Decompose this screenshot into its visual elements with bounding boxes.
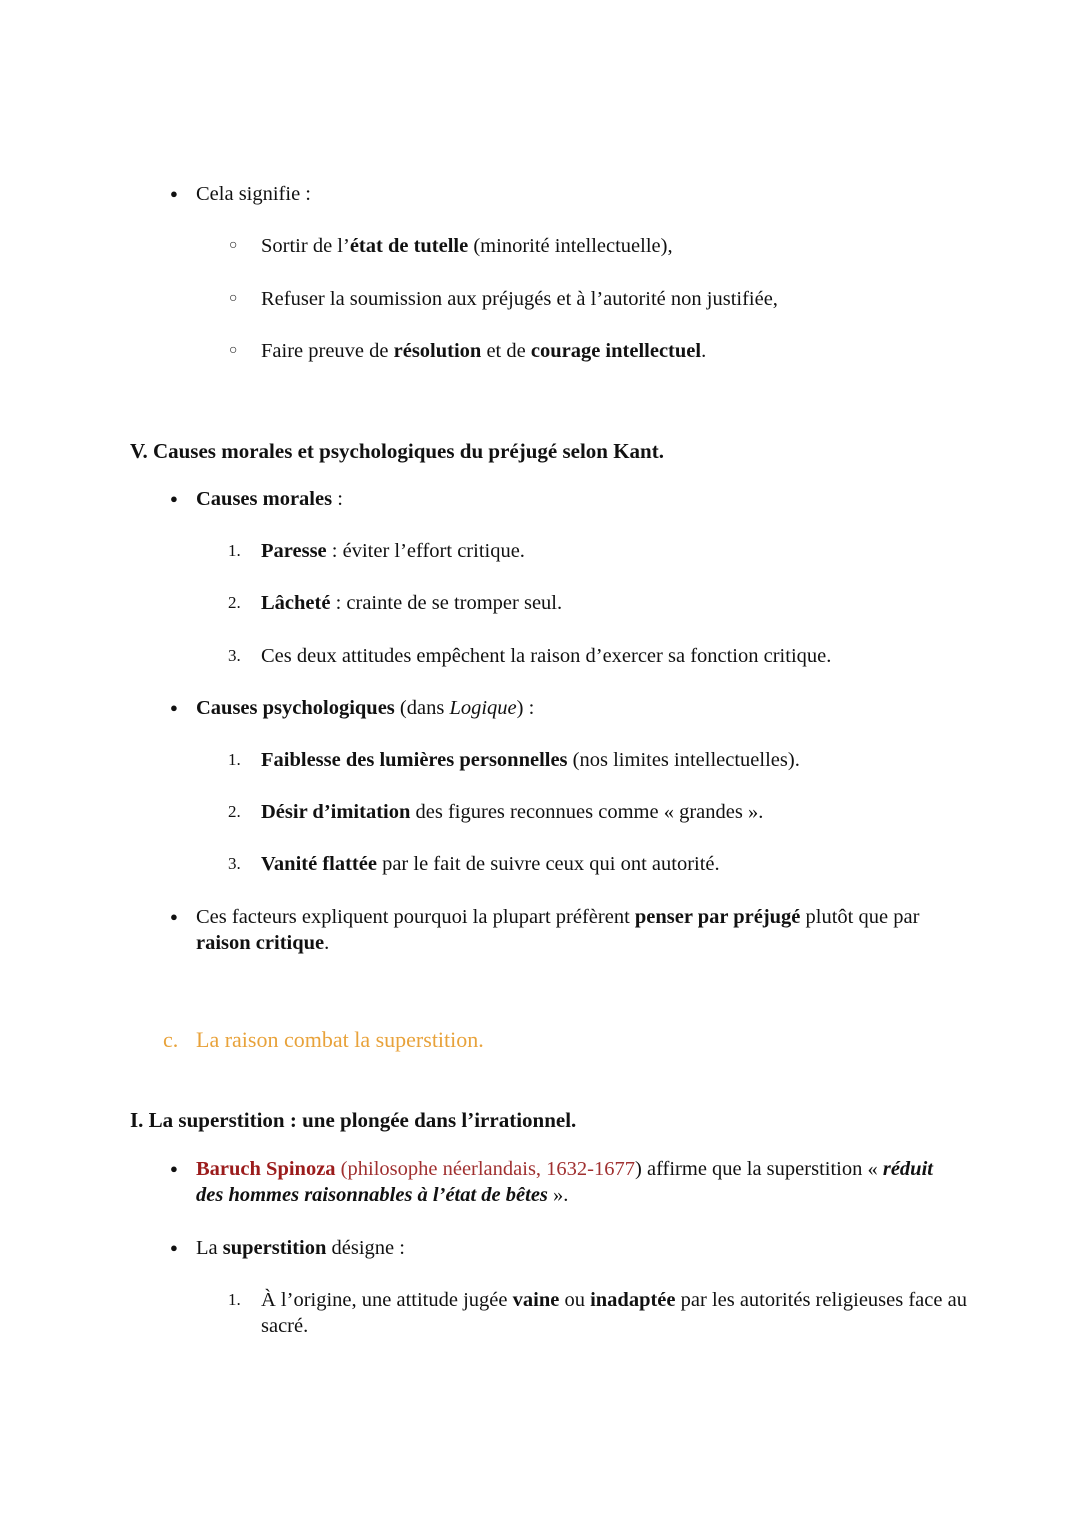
emphasis-text: Vanité flattée (261, 853, 377, 875)
text-segment: (dans (394, 697, 450, 719)
list-marker: 1. (228, 750, 241, 769)
text-segment: . (701, 340, 707, 362)
text (196, 1027, 936, 1053)
text (261, 233, 1001, 259)
bullet-icon: ● (170, 700, 178, 715)
text (261, 538, 1001, 564)
list-marker: 3. (228, 646, 241, 665)
text-segment: (nos limites intellectuelles). (567, 749, 800, 771)
text-segment: plutôt que par (800, 906, 920, 928)
text-segment: : (332, 488, 343, 510)
text (130, 1107, 870, 1133)
text (196, 1235, 936, 1261)
text-segment: Refuser la soumission aux préjugés et à l’autorité non justifiée, (261, 288, 778, 310)
text-segment: V. Causes morales et psychologiques du préjugé selon Kant. (130, 439, 664, 463)
text-segment: (minorité intellectuelle), (468, 235, 673, 257)
text-segment: ) affirme que la superstition « (635, 1158, 883, 1180)
text (261, 590, 1001, 616)
text-segment: ». (547, 1184, 569, 1206)
text-segment: À l’origine, une attitude jugée (261, 1289, 513, 1311)
text-segment: et de (481, 340, 531, 362)
emphasis-text: inadaptée (590, 1289, 676, 1311)
bullet-icon: ● (170, 1240, 178, 1255)
text-segment: La raison combat la superstition. (196, 1027, 484, 1052)
text-segment: La (196, 1237, 223, 1259)
text-segment: par le fait de suivre ceux qui ont autorité. (376, 853, 720, 875)
text (261, 851, 1001, 877)
text (261, 643, 1001, 669)
text-segment: ou (559, 1289, 591, 1311)
emphasis-text: Baruch Spinoza (196, 1158, 336, 1180)
text (261, 747, 1001, 773)
text (196, 486, 936, 512)
circle-bullet-icon: ○ (229, 238, 238, 253)
circle-bullet-icon: ○ (229, 291, 238, 306)
text (196, 1156, 936, 1208)
text-segment: I. La superstition : une plongée dans l’irrationnel. (130, 1108, 577, 1132)
emphasis-text: Causes morales (196, 488, 333, 510)
text (196, 904, 936, 956)
text-segment: Sortir de l’ (261, 235, 350, 257)
circle-bullet-icon: ○ (229, 343, 238, 358)
text-segment: ) : (516, 697, 535, 719)
text-segment: désigne : (326, 1237, 405, 1259)
emphasis-text: vaine (512, 1289, 560, 1311)
list-marker: 1. (228, 541, 241, 560)
text-segment: par les autorités religieuses face au sacré. (261, 1289, 967, 1337)
text (261, 799, 1001, 825)
emphasis-text: Lâcheté (261, 592, 331, 614)
emphasis-text: superstition (222, 1237, 327, 1259)
emphasis-text: Causes psychologiques (196, 697, 395, 719)
bullet-icon: ● (170, 491, 178, 506)
text-segment: : éviter l’effort critique. (326, 540, 525, 562)
emphasis-text: résolution (393, 340, 482, 362)
emphasis-text: penser par préjugé (634, 906, 801, 928)
emphasis-text: réduit des hommes raisonnables à l’état de bêtes (196, 1158, 933, 1206)
list-marker: c. (163, 1027, 179, 1052)
list-marker: 1. (228, 1290, 241, 1309)
text-segment: des figures reconnues comme « grandes ». (410, 801, 764, 823)
text (261, 338, 1001, 364)
list-marker: 2. (228, 802, 241, 821)
text (261, 1287, 1001, 1339)
text-segment: Cela signifie : (196, 183, 312, 205)
bullet-icon: ● (170, 186, 178, 201)
emphasis-text: raison critique (196, 932, 325, 954)
text (196, 695, 936, 721)
list-marker: 2. (228, 593, 241, 612)
emphasis-text: Paresse (261, 540, 327, 562)
emphasis-text: Désir d’imitation (261, 801, 411, 823)
emphasis-text: état de tutelle (349, 235, 469, 257)
text-segment: Faire preuve de (261, 340, 394, 362)
emphasis-text: Faiblesse des lumières personnelles (261, 749, 568, 771)
text-segment: Ces facteurs expliquent pourquoi la plupart préfèrent (196, 906, 635, 928)
text-segment: (philosophe néerlandais, 1632-1677 (335, 1158, 636, 1180)
text (261, 286, 1001, 312)
bullet-icon: ● (170, 1161, 178, 1176)
text-segment: . (324, 932, 330, 954)
text-segment: Ces deux attitudes empêchent la raison d’exercer sa fonction critique. (261, 645, 832, 667)
text (196, 181, 936, 207)
text (130, 438, 870, 464)
list-marker: 3. (228, 854, 241, 873)
text-segment: Logique (449, 697, 517, 719)
emphasis-text: courage intellectuel (530, 340, 702, 362)
text-segment: : crainte de se tromper seul. (330, 592, 563, 614)
bullet-icon: ● (170, 909, 178, 924)
